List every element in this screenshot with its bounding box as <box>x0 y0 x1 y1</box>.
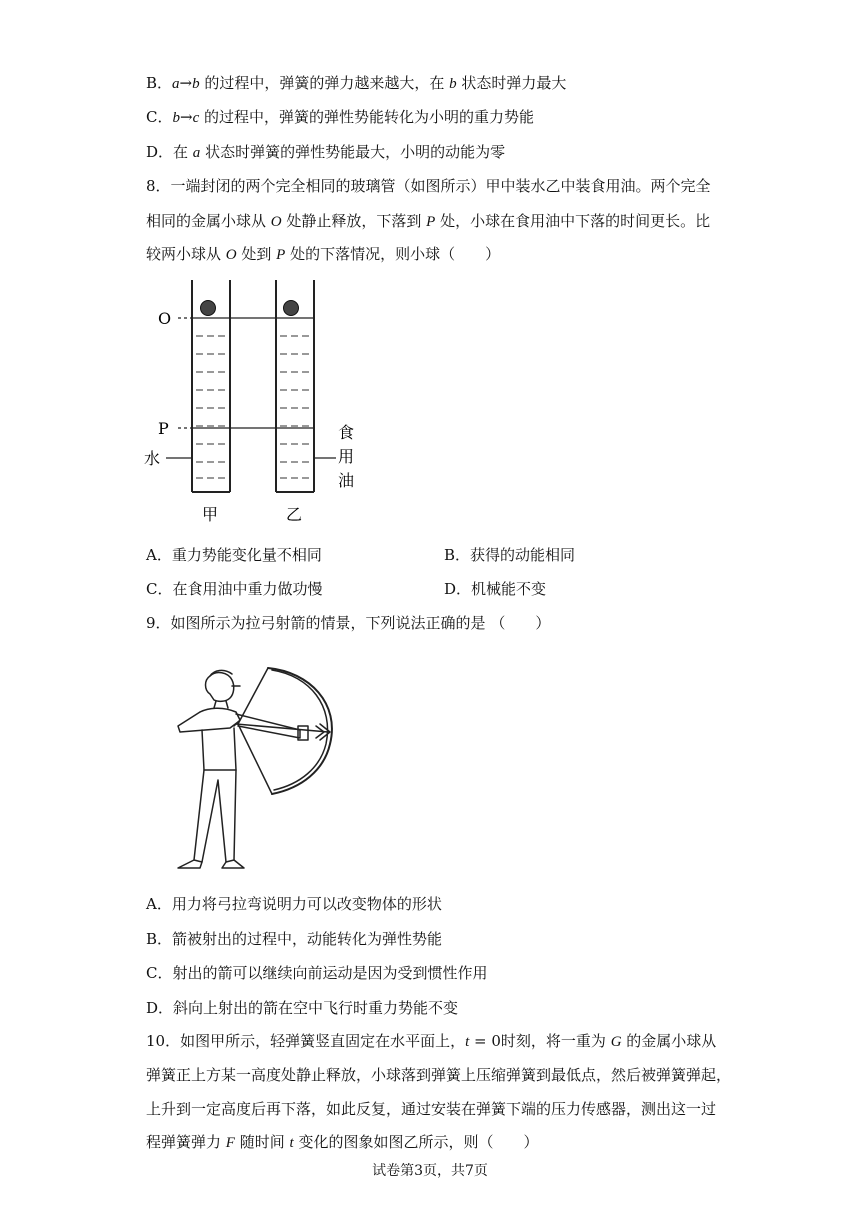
page-footer: 试卷第3页，共7页 <box>372 1163 488 1179</box>
label-tube-yi: 乙 <box>286 505 303 524</box>
q7-option-b: B．a→b 的过程中，弹簧的弹力越来越大，在 b 状态时弹力最大 <box>146 74 567 92</box>
ball-yi <box>284 301 299 316</box>
q10-stem-line4: 程弹簧弹力 F 随时间 t 变化的图象如图乙所示，则（ ） <box>146 1133 539 1151</box>
label-oil-3: 油 <box>338 471 355 490</box>
q9-option-a: A．用力将弓拉弯说明力可以改变物体的形状 <box>146 895 442 913</box>
q10-stem-line1: 10．如图甲所示，轻弹簧竖直固定在水平面上，t = 0时刻，将一重为 G 的金属小球从 <box>146 1032 717 1050</box>
q8-option-b: B．获得的动能相同 <box>444 546 576 564</box>
label-oil-2: 用 <box>338 447 355 466</box>
q8-option-d: D．机械能不变 <box>444 580 547 598</box>
q8-option-a: A．重力势能变化量不相同 <box>146 546 322 564</box>
q8-option-c: C．在食用油中重力做功慢 <box>146 580 323 598</box>
q9-option-c: C．射出的箭可以继续向前运动是因为受到惯性作用 <box>146 964 488 982</box>
q7-option-c: C．b→c 的过程中，弹簧的弹性势能转化为小明的重力势能 <box>146 108 535 126</box>
q9-archer-figure <box>160 660 350 880</box>
label-o: O <box>158 309 172 328</box>
q8-stem-line2: 相同的金属小球从 O 处静止释放，下落到 P 处，小球在食用油中下落的时间更长。比 <box>146 212 711 230</box>
q7-option-d: D．在 a 状态时弹簧的弹性势能最大，小明的动能为零 <box>146 143 506 161</box>
label-p: P <box>158 419 169 438</box>
label-tube-jia: 甲 <box>202 505 219 524</box>
q10-stem-line2: 弹簧正上方某一高度处静止释放，小球落到弹簧上压缩弹簧到最低点，然后被弹簧弹起， <box>146 1066 732 1084</box>
q9-stem: 9．如图所示为拉弓射箭的情景，下列说法正确的是 （ ） <box>146 614 551 632</box>
q10-stem-line3: 上升到一定高度后再下落，如此反复，通过安装在弹簧下端的压力传感器，测出这一过 <box>146 1100 717 1118</box>
q8-stem-line3: 较两小球从 O 处到 P 处的下落情况，则小球（ ） <box>146 245 501 263</box>
q8-tubes-figure <box>140 280 380 530</box>
q8-stem-line1: 8．一端封闭的两个完全相同的玻璃管（如图所示）甲中装水乙中装食用油。两个完全 <box>146 177 711 195</box>
label-water: 水 <box>144 449 161 468</box>
q9-option-d: D．斜向上射出的箭在空中飞行时重力势能不变 <box>146 999 459 1017</box>
q9-option-b: B．箭被射出的过程中，动能转化为弹性势能 <box>146 930 443 948</box>
label-oil-1: 食 <box>338 423 355 442</box>
ball-jia <box>201 301 216 316</box>
